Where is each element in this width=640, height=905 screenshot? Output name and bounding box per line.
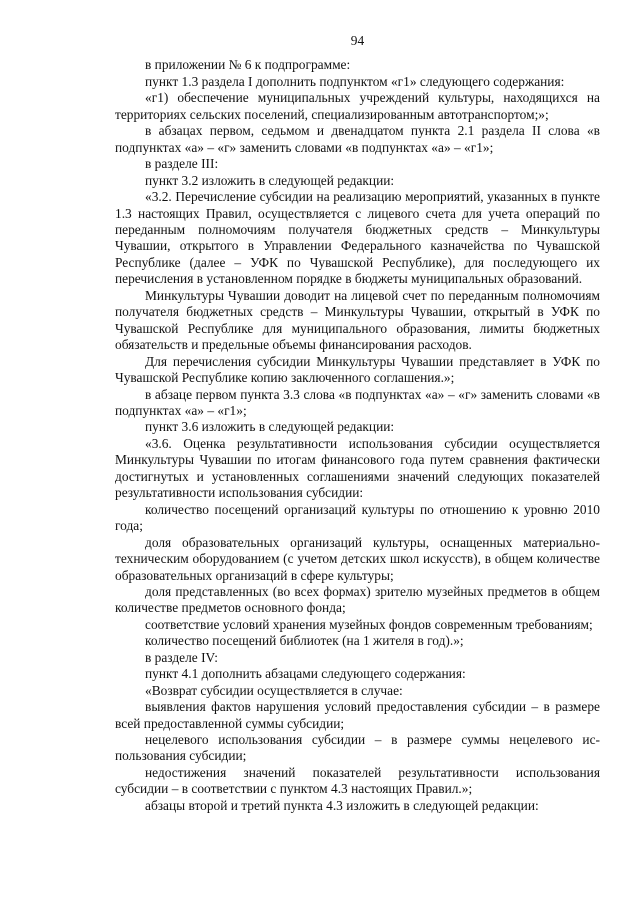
document-page: [115, 33, 600, 814]
paragraph: «г1) обеспечение муниципальных учреждений культуры, находящихся на территориях сельских поселений, специализированным автотранспортом;»;: [115, 90, 600, 122]
paragraph: пункт 1.3 раздела I дополнить подпунктом «г1» следующего содержания:: [145, 73, 565, 89]
paragraph: в разделе III:: [145, 156, 219, 172]
paragraph: «3.2. Перечисление субсидии на реализацию мероприятий, указанных в пункте 1.3 настоящих Правил, осуществляется с лицевого счета для учета операций по переданным полномочиям получателя бюджетных средств – Минкультуры Чувашии, открытого в Управлении Федерального казначейства по Чувашской Республике (далее – УФК по Чувашской Республике), для последующего их перечисления в установленном порядке в бюджеты муниципальных образований.: [115, 189, 600, 287]
paragraph: в абзаце первом пункта 3.3 слова «в подпунктах «а» – «г» заменить словами «в подпунктах «а» – «г1»;: [115, 386, 600, 418]
paragraph: выявления фактов нарушения условий предоставления субсидии – в размере всей предоставленной суммы субсидии;: [115, 699, 600, 731]
paragraph: Минкультуры Чувашии доводит на лицевой счет по переданным полномочиям получателя бюджетных средств – Минкультуры Чувашии, открытый в УФК по Чувашской Республике для муниципального образования, лимиты бюджетных обязательств и предельные объемы финансирования расходов.: [115, 287, 600, 353]
paragraph: «3.6. Оценка результативности использования субсидии осуществляется Минкультуры Чувашии по итогам финансового года путем сравнения фактически достигнутых и установленных соглашениями значений следующих показателей результативности использования субсидии:: [115, 435, 600, 501]
document-body: [115, 57, 600, 814]
paragraph: «Возврат субсидии осуществляется в случае:: [145, 682, 403, 698]
paragraph: пункт 3.2 изложить в следующей редакции:: [145, 172, 395, 188]
paragraph: количество посещений библиотек (на 1 жителя в год).»;: [145, 633, 464, 649]
paragraph: в приложении № 6 к подпрограмме:: [145, 57, 351, 73]
paragraph: недостижения значений показателей результативности использования субсидии – в соответствии с пунктом 4.3 настоящих Правил.»;: [115, 764, 600, 797]
paragraph: доля образовательных организаций культуры, оснащенных материально-техническим оборудованием (с учетом детских школ искусств), в общем количестве образовательных организаций в сфере культуры;: [115, 534, 600, 583]
page-number: 94: [350, 33, 365, 48]
paragraph: количество посещений организаций культуры по отношению к уровню 2010 года;: [115, 501, 600, 534]
paragraph: соответствие условий хранения музейных фондов современным требованиям;: [145, 616, 593, 632]
paragraph: в абзацах первом, седьмом и двенадцатом пункта 2.1 раздела II слова «в подпунктах «а» – «г» заменить словами «в подпунктах «а» – «г1»;: [115, 123, 600, 155]
paragraph: пункт 4.1 дополнить абзацами следующего содержания:: [145, 666, 466, 682]
paragraph: доля представленных (во всех формах) зрителю музейных предметов в общем количестве предметов основного фонда;: [115, 583, 600, 616]
paragraph: пункт 3.6 изложить в следующей редакции:: [145, 419, 395, 435]
paragraph: нецелевого использования субсидии – в размере суммы нецелевого использования субсидии;: [115, 732, 600, 764]
paragraph: Для перечисления субсидии Минкультуры Чувашии представляет в УФК по Чувашской Республике копию заключенного соглашения.»;: [115, 353, 600, 386]
paragraph: в разделе IV:: [145, 649, 218, 665]
paragraph: абзацы второй и третий пункта 4.3 изложить в следующей редакции:: [145, 797, 539, 813]
